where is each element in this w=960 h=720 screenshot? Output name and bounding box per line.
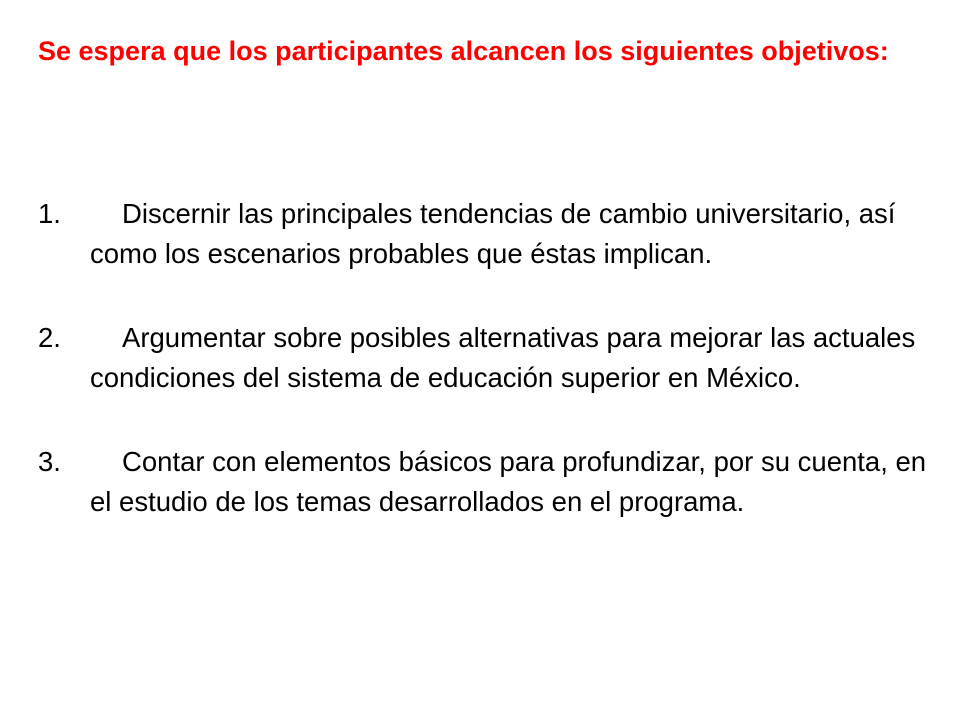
objective-text: Argumentar sobre posibles alternativas para mejorar las actuales condiciones del sistema de educación superior en México. [90,322,916,393]
objective-item-3 [38,442,928,522]
objective-number: 3. [38,446,61,477]
objective-item-1 [38,194,928,274]
objective-number: 1. [38,198,61,229]
objective-number: 2. [38,322,61,353]
objective-text: Discernir las principales tendencias de cambio universitario, así como los escenarios probables que éstas implican. [90,198,896,269]
objective-text: Contar con elementos básicos para profundizar, por su cuenta, en el estudio de los temas desarrollados en el programa. [90,446,927,517]
slide-heading: Se espera que los participantes alcancen los siguientes objetivos: [38,36,889,66]
objectives-list [38,194,928,566]
objective-item-2 [38,318,928,398]
